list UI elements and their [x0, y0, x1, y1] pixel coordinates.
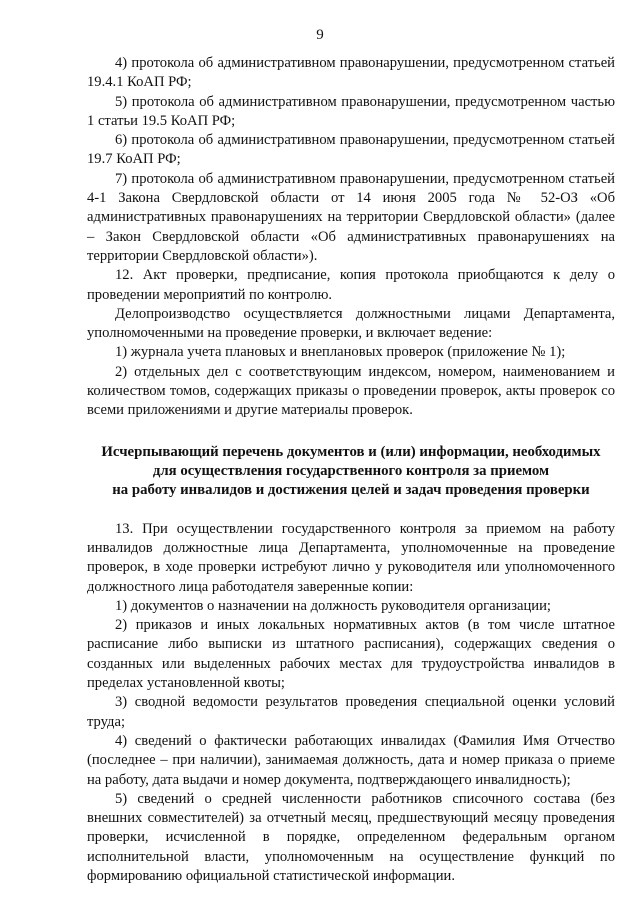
paragraph-doc-3: 3) сводной ведомости результатов проведения специальной оценки условий труда; [87, 694, 615, 730]
paragraph-item-6: 6) протокола об административном правонарушении, предусмотренном статьей 19.7 КоАП РФ; [87, 132, 615, 168]
heading-line-2: для осуществления государственного контроля за приемом [152, 462, 550, 479]
paragraph-doc-1: 1) документов о назначении на должность руководителя организации; [115, 597, 551, 614]
page-number: 9 [316, 27, 324, 43]
paragraph-13: 13. При осуществлении государственного контроля за приемом на работу инвалидов должностные лица Департамента, уполномоченные на проведение проверок, в ходе проверки истребуют лично у руководителя или уполномоченного должностного лица работодателя заверенные копии: [87, 520, 615, 595]
paragraph-records: Делопроизводство осуществляется должностными лицами Департамента, уполномоченными на проведение проверки, и включает ведение: [87, 305, 615, 342]
paragraph-item-7: 7) протокола об административном правонарушении, предусмотренном статьей 4-1 Закона Свердловской области от 14 июня 2005 года № 52-ОЗ «Об административных правонарушениях на территории Свердловской области» (далее – Закон Свердловской области «Об административных правонарушениях на территории Свердловской области»). [87, 170, 615, 264]
paragraph-doc-5: 5) сведений о средней численности работников списочного состава (без внешних совместителей) за отчетный месяц, предшествующий месяцу проведения проверки, исчисленной в порядке, определенном федеральным органом исполнительной власти, уполномоченным на осуществление функций по формированию официальной статистической информации. [87, 790, 615, 884]
document-body [87, 54, 615, 886]
paragraph-item-4: 4) протокола об административном правонарушении, предусмотренном статьей 19.4.1 КоАП РФ; [87, 55, 615, 91]
paragraph-cases: 2) отдельных дел с соответствующим индексом, номером, наименованием и количеством томов, содержащих приказы о проведении проверок, акты проверок со всеми приложениями и другие материалы проверок. [87, 363, 615, 419]
heading-line-1: Исчерпывающий перечень документов и (или) информации, необходимых [101, 443, 601, 460]
paragraph-doc-4: 4) сведений о фактически работающих инвалидах (Фамилия Имя Отчество (последнее – при наличии), занимаемая должность, дата и номер приказа о приеме на работу, дата выдачи и номер документа, подтверждающего инвалидность); [87, 732, 615, 788]
paragraph-item-5: 5) протокола об административном правонарушении, предусмотренном частью 1 статьи 19.5 КоАП РФ; [87, 93, 615, 129]
paragraph-12: 12. Акт проверки, предписание, копия протокола приобщаются к делу о проведении мероприятий по контролю. [87, 267, 615, 303]
paragraph-journal: 1) журнала учета плановых и внеплановых проверок (приложение № 1); [115, 344, 566, 361]
heading-line-3: на работу инвалидов и достижения целей и задач проведения проверки [112, 481, 590, 498]
section-heading [87, 443, 615, 500]
paragraph-doc-2: 2) приказов и иных локальных нормативных актов (в том числе штатное расписание либо выписки из штатного расписания), содержащих сведения о созданных или выделенных рабочих местах для трудоустройства инвалидов в пределах установленной квоты; [87, 617, 615, 692]
